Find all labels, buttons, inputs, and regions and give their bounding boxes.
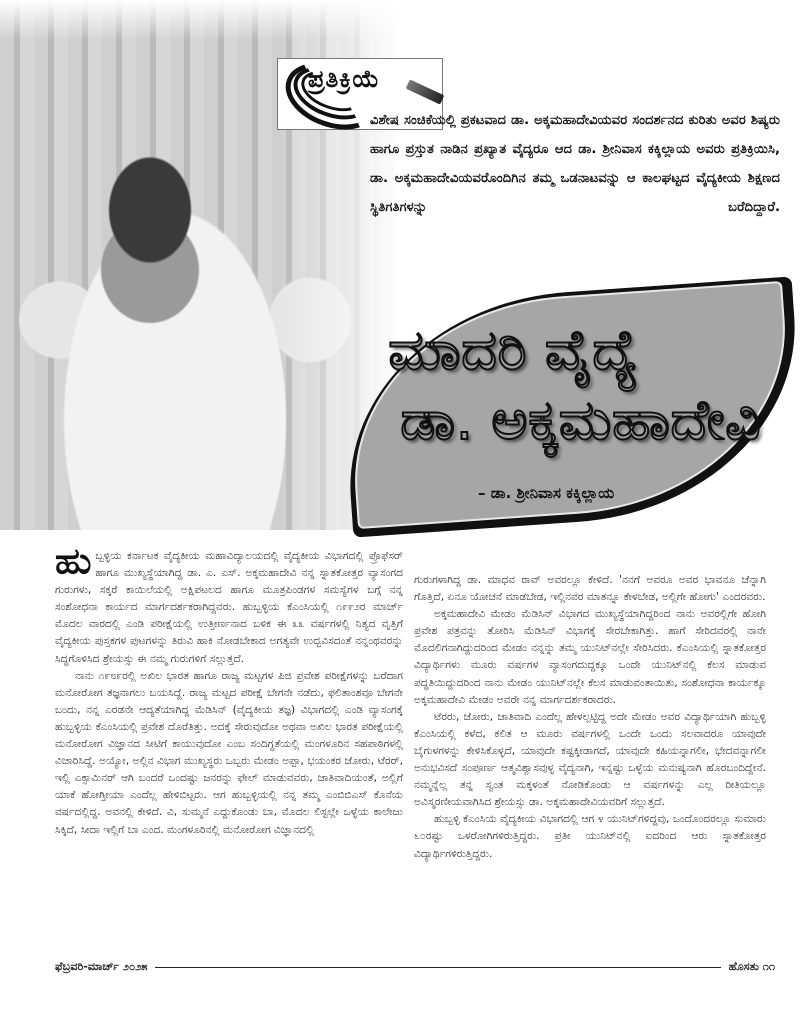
paragraph: ನಾನು ೧೯೮೯ರಲ್ಲಿ ಅಖಿಲ ಭಾರತ ಹಾಗೂ ರಾಜ್ಯ ಮಟ್ಟಗಳ ಪಿಜಿ ಪ್ರವೇಶ ಪರೀಕ್ಷೆಗಳನ್ನು ಬರೆದಾಗ ಮನೋರೋಗ ತಜ್ಞನಾಗಲು ಬಯಸಿದ್ದೆ. ರಾಜ್ಯ ಮಟ್ಟದ ಪರೀಕ್ಷೆ ಬೇಗನೇ ನಡೆದು, ಫಲಿತಾಂಶವೂ ಬೇಗನೇ ಬಂದು, ನನ್ನ ಎರಡನೇ ಆದ್ಯತೆಯಾಗಿದ್ದ ಮೆಡಿಸಿನ್ (ವೈದ್ಯಕೀಯ ತಜ್ಞ) ವಿಭಾಗದಲ್ಲಿ ಎಂಡಿ ವ್ಯಾಸಂಗಕ್ಕೆ ಹುಬ್ಬಳ್ಳಿಯ ಕೆಎಂಸಿಯಲ್ಲಿ ಪ್ರವೇಶ ದೊರೆತಿತ್ತು. ಅದಕ್ಕೆ ಸೇರುವುದೋ ಅಥವಾ ಅಖಿಲ ಭಾರತ ಪರೀಕ್ಷೆಯಲ್ಲಿ ಮನೋರೋಗ ವಿಜ್ಞಾನದ ಸೀಟಿಗೆ ಕಾಯುವುದೋ ಎಂಬ ಸಂದಿಗ್ಧತೆಯಲ್ಲಿ ಮಂಗಳೂರಿನ ಸಹಪಾಠಿಗಳಲ್ಲಿ ವಿಚಾರಿಸಿದ್ದೆ. ಅಯ್ಯೋ, ಅಲ್ಲಿನ ವಿಭಾಗ ಮುಖ್ಯಸ್ಥರು ಒಬ್ಬರು ಮೇಡಂ ಅಪ್ಪಾ, ಭಯಂಕರ ಜೋರು, ಟೆರರ್, ಇಲ್ಲಿ ಎಕ್ಸಾಮಿನರ್ ಆಗಿ ಬಂದರೆ ಒಂದಷ್ಟು ಜನರನ್ನು ಫೇಲ್ ಮಾಡುವವರು, ಜಾತಿವಾದಿಯಂತೆ, ಅಲ್ಲಿಗೆ ಯಾಕೆ ಹೋಗ್ತೀಯಾ ಎಂದೆಲ್ಲ ಹೇಳಿಬಿಟ್ಟರು. ಆಗ ಹುಬ್ಬಳ್ಳಿಯಲ್ಲಿ ನನ್ನ ತಮ್ಮ ಎಂಬಿಬಿಎಸ್ ಕೊನೆಯ ವರ್ಷದಲ್ಲಿದ್ದ. ಅವನಲ್ಲಿ ಕೇಳಿದೆ. ವಿ, ಸುಮ್ಮನೆ ಎದ್ದುಕೊಂಡು ಬಾ, ಮೊದಲ ಲಿಸ್ಟಲ್ಲೇ ಒಳ್ಳೆಯ ಕಾಲೇಜು ಸಿಕ್ಕಿದೆ, ಸೀದಾ ಇಲ್ಲಿಗೆ ಬಾ ಎಂದ. ಮಂಗಳೂರಿನಲ್ಲಿ ಮನೋರೋಗ ವಿಜ್ಞಾನದಲ್ಲಿ: [55, 669, 403, 836]
paragraph: ಟೆರರು, ಜೋರು, ಜಾತಿವಾದಿ ಎಂದೆಲ್ಲ ಹೇಳಲ್ಪಟ್ಟಿದ್ದ ಅದೇ ಮೇಡಂ ಅವರ ವಿದ್ಯಾರ್ಥಿಯಾಗಿ ಹುಬ್ಬಳ್ಳಿ ಕೆಎಂಸಿಯಲ್ಲಿ ಕಳೆದ, ಕಲಿತ ಆ ಮೂರು ವರ್ಷಗಳಲ್ಲಿ ಒಂದೇ ಒಂದು ಸಲವಾದರೂ ಯಾವುದೇ ಬೈಗುಳಗಳನ್ನು ಕೇಳಿಸಿಕೊಳ್ಳದೆ, ಯಾವುದೇ ಕಷ್ಟಕ್ಕೀಡಾಗದೆ, ಯಾವುದೇ ಕಹಿಯನ್ನಾಗಲೀ, ಭೇದವನ್ನಾಗಲೀ ಅನುಭವಿಸದೆ ಸಂಪೂರ್ಣ ಆತ್ಮವಿಶ್ವಾಸವುಳ್ಳ ವೈದ್ಯನಾಗಿ, ಇನ್ನಷ್ಟು ಒಳ್ಳೆಯ ಮನುಷ್ಯನಾಗಿ ಹೊರಬಂದಿದ್ದೇನೆ. ನಮ್ಮನ್ನೆಲ್ಲ ತನ್ನ ಸ್ವಂತ ಮಕ್ಕಳಂತೆ ನೋಡಿಕೊಂಡು ಆ ವರ್ಷಗಳನ್ನು ಎಲ್ಲ ರೀತಿಯಲ್ಲೂ ಅವಿಸ್ಮರಣೀಯವಾಗಿಸಿದ ಶ್ರೇಯಸ್ಸು ಡಾ. ಅಕ್ಕಮಹಾದೇವಿಯವರಿಗೆ ಸಲ್ಲುತ್ತದೆ.: [414, 710, 766, 809]
byline: – ಡಾ. ಶ್ರೀನಿವಾಸ ಕಕ್ಕಿಲ್ಲಾಯ: [478, 484, 615, 502]
paragraph: ಗುರುಗಳಾಗಿದ್ದ ಡಾ. ಮಾಧವ ರಾವ್ ಅವರಲ್ಲೂ ಕೇಳಿದೆ. 'ನನಗೆ ಅವರೂ ಅವರ ಭಾವನೂ ಚೆನ್ನಾಗಿ ಗೊತ್ತಿದೆ, ಏನೂ ಯೋಚನೆ ಮಾಡಬೇಡ, ಇಲ್ಲಿನವರ ಮಾತನ್ನೂ ಕೇಳಬೇಡ, ಅಲ್ಲಿಗೇ ಹೋಗು' ಎಂದರವರು.: [414, 574, 766, 604]
article-title-line1: ಮಾದರಿ ವೈದ್ಯೆ: [388, 318, 639, 383]
photo-fade: [0, 0, 400, 40]
pen-icon: [406, 79, 445, 104]
page-footer: [55, 958, 775, 976]
intro-paragraph: ವಿಶೇಷ ಸಂಚಿಕೆಯಲ್ಲಿ ಪ್ರಕಟವಾದ ಡಾ. ಅಕ್ಕಮಹಾದೇವಿಯವರ ಸಂದರ್ಶನದ ಕುರಿತು ಅವರ ಶಿಷ್ಯರು ಹಾಗೂ ಪ್ರಸ್ತುತ ನಾಡಿನ ಪ್ರಖ್ಯಾತ ವೈದ್ಯರೂ ಆದ ಡಾ. ಶ್ರೀನಿವಾಸ ಕಕ್ಕಿಲ್ಲಾಯ ಅವರು ಪ್ರತಿಕ್ರಿಯಿಸಿ, ಡಾ. ಅಕ್ಕಮಹಾದೇವಿಯವರೊಂದಿಗಿನ ತಮ್ಮ ಒಡನಾಟವನ್ನು ಆ ಕಾಲಘಟ್ಟದ ವೈದ್ಯಕೀಯ ಶಿಕ್ಷಣದ ಸ್ಥಿತಿಗತಿಗಳನ್ನು ಬರೆದಿದ್ದಾರೆ.: [370, 113, 780, 215]
issue-date: ಫೆಬ್ರವರಿ-ಮಾರ್ಚ್ ೨೦೨೫: [55, 960, 148, 973]
paragraph: ಹುಬ್ಬಳ್ಳಿ ಕೆಎಂಸಿಯ ವೈದ್ಯಕೀಯ ವಿಭಾಗದಲ್ಲಿ ಆಗ ೪ ಯುನಿಟ್‌ಗಳಿದ್ದವು, ಒಂದೊಂದರಲ್ಲೂ ಸುಮಾರು ೬೦ರಷ್ಟು ಒಳರೋಗಿಗಳಿರುತ್ತಿದ್ದರು. ಪ್ರತೀ ಯುನಿಟ್‌ನಲ್ಲಿ ಐದರಿಂದ ಆರು ಸ್ನಾತಕೋತ್ತರ ವಿದ್ಯಾರ್ಥಿಗಳಿರುತ್ತಿದ್ದರು.: [414, 813, 766, 860]
dropcap: ಹು: [55, 541, 92, 582]
footer-rule: [155, 967, 720, 968]
article-title-line2: ಡಾ. ಅಕ್ಕಮಹಾದೇವಿ: [400, 388, 761, 453]
page-number: ಹೊಸತು ೧೧: [728, 960, 775, 973]
paragraph: ಹುಬ್ಬಳ್ಳಿಯ ಕರ್ನಾಟಕ ವೈದ್ಯಕೀಯ ಮಹಾವಿದ್ಯಾಲಯದಲ್ಲಿ ವೈದ್ಯಕೀಯ ವಿಭಾಗದಲ್ಲಿ ಪ್ರೊಫೆಸರ್ ಹಾಗೂ ಮುಖ್ಯಸ್ಥೆಯಾಗಿದ್ದ ಡಾ. ಎ. ಎಸ್. ಅಕ್ಕಮಹಾದೇವಿ ನನ್ನ ಸ್ನಾತಕೋತ್ತರ ವ್ಯಾಸಂಗದ ಗುರುಗಳು, ಸಕ್ಕರೆ ಕಾಯಿಲೆಯಲ್ಲಿ ಅಕ್ಷಿಪಟಲದ ಹಾಗೂ ಮೂತ್ರಪಿಂಡಗಳ ಸಮಸ್ಯೆಗಳ ಬಗ್ಗೆ ನನ್ನ ಸಂಶೋಧನಾ ಕಾರ್ಯದ ಮಾರ್ಗದರ್ಶಕರಾಗಿದ್ದವರು. ಹುಬ್ಬಳ್ಳಿಯ ಕೆಎಂಸಿಯಲ್ಲಿ ೧೯೯೨ರ ಮಾರ್ಚ್ ಮೊದಲ ವಾರದಲ್ಲಿ ಎಂಡಿ ಪರೀಕ್ಷೆಯಲ್ಲಿ ಉತ್ತೀರ್ಣನಾದ ಬಳಿಕ ಈ ೩೩ ವರ್ಷಗಳಲ್ಲಿ ನಿತ್ಯದ ವೃತ್ತಿಗೆ ವೈದ್ಯಕೀಯ ಪುಸ್ತಕಗಳ ಪುಟಗಳನ್ನು ತಿರುವಿ ಹಾಕಿ ನೋಡಬೇಕಾದ ಅಗತ್ಯವೇ ಉದ್ಭವಿಸದಂತೆ ನನ್ನಂಥವರನ್ನು ಸಿದ್ಧಗೊಳಿಸಿದ ಶ್ರೇಯಸ್ಸು ಈ ನಮ್ಮ ಗುರುಗಳಿಗೆ ಸಲ್ಲುತ್ತದೆ.: [55, 541, 403, 665]
section-logo-label: ಪ್ರತಿಕ್ರಿಯೆ: [308, 65, 381, 93]
article-column-right: [414, 572, 766, 863]
article-column-left: [55, 541, 403, 839]
paragraph: ಅಕ್ಕಮಹಾದೇವಿ ಮೇಡಂ ಮೆಡಿಸಿನ್ ವಿಭಾಗದ ಮುಖ್ಯಸ್ಥೆಯಾಗಿದ್ದರಿಂದ ನಾನು ಅವರಲ್ಲಿಗೇ ಹೋಗಿ ಪ್ರವೇಶ ಪತ್ರವನ್ನು ತೋರಿಸಿ ಮೆಡಿಸಿನ್ ವಿಭಾಗಕ್ಕೆ ಸೇರಬೇಕಾಗಿತ್ತು. ಹಾಗೆ ಸೇರಿದವರಲ್ಲಿ ನಾನೇ ಮೊದಲಿಗನಾಗಿದ್ದುದರಿಂದ ಮೇಡಂ ನನ್ನನ್ನು ತಮ್ಮ ಯುನಿಟ್‌ನಲ್ಲೇ ಸೇರಿಸಿದರು. ಕೆಎಂಸಿಯಲ್ಲಿ ಸ್ನಾತಕೋತ್ತರ ವಿದ್ಯಾರ್ಥಿಗಳು ಮೂರು ವರ್ಷಗಳ ವ್ಯಾಸಂಗದುದ್ದಕ್ಕೂ ಒಂದೇ ಯುನಿಟ್‌ನಲ್ಲಿ ಕೆಲಸ ಮಾಡುವ ಪದ್ಧತಿಯಿದ್ದುದರಿಂದ ನಾನು ಮೇಡಂ ಯುನಿಟ್‌ನಲ್ಲೇ ಕೆಲಸ ಮಾಡುವಂತಾಯಿತು, ಸಂಶೋಧನಾ ಕಾರ್ಯಕ್ಕೂ ಅಕ್ಕಮಹಾದೇವಿ ಮೇಡಂ ಅವರೇ ನನ್ನ ಮಾರ್ಗದರ್ಶಕರಾದರು.: [414, 608, 766, 706]
